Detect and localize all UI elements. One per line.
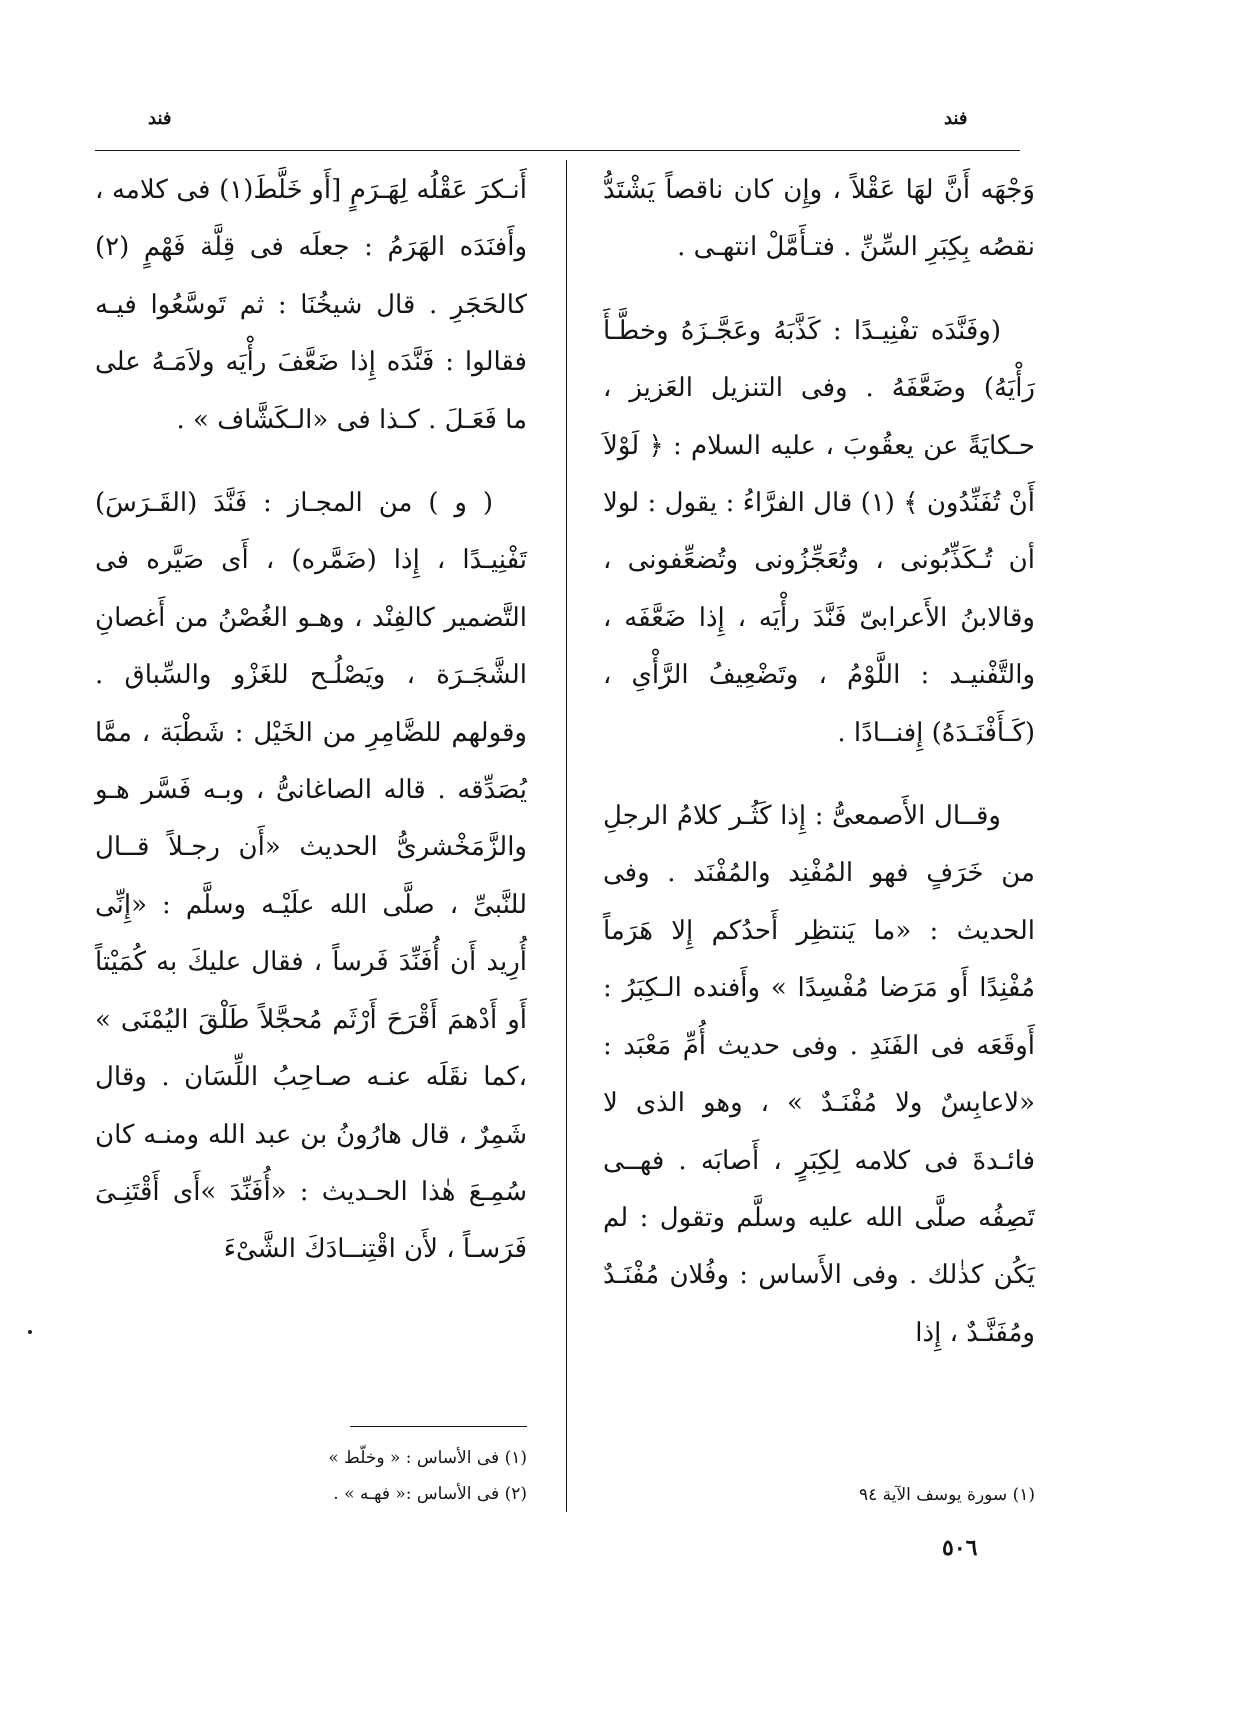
footnote-rule xyxy=(350,1426,527,1427)
page-number: ٥٠٦ xyxy=(942,1535,978,1561)
running-head-right: فند xyxy=(944,108,968,129)
scan-speck xyxy=(28,1330,32,1334)
paragraph: ( و ) من المجـاز : فَنَّدَ (القَـرَسَ) تَفْنِيـدًا ، إِذا (ضَمَّره) ، أَى صَيَّره فى التَّضمير كالفِنْد ، وهـو الغُصْنُ من أَغصانِ الشَّجَـرَة ، ويَصْلُـح للغَزْو والسِّباق . وقولهم للضَّامِرِ من الخَيْل : شَطْبَة ، ممَّا يُصَدِّقه . قاله الصاغانىُّ ، وبـه فَسَّر هـو والزَّمَخْشرىُّ الحديث «أَن رجـلاً قــال للنَّبىِّ ، صلَّى الله علَيْـه وسلَّم : «إِنِّى أُرِيد أَن أُفَنِّدَ فَرساً ، فقال عليكَ به كُمَيْتاً أَو أَدْهمَ أَقْرَحَ أَرْثَم مُحجَّلاً طَلْقَ اليُمْنَى » ،كما نقَلَه عنـه صـاحِبُ اللِّسَان . وقال شَمِرٌ ، قال هارُونُ بن عبد الله ومنـه كان سُمِـعَ هٰذا الحـديث : «أُفَنِّدَ »أَى أَقْتَنِـىَ فَرَسـاً ، لأَن اقْتِنــادَكَ الشَّىْءَ xyxy=(95,488,527,1265)
footnote: (١) سورة يوسف الآية ٩٤ xyxy=(858,1485,1035,1505)
right-column xyxy=(603,162,1035,1362)
column-divider xyxy=(566,160,567,1512)
footnotes-right xyxy=(700,1477,1035,1513)
left-column xyxy=(95,162,527,1279)
header-rule xyxy=(95,150,1020,151)
footnotes-left xyxy=(120,1440,527,1512)
paragraph: أَنـكرَ عَقْلُه لِهَـرَمٍ [أَو خَلَّطَ(١) فى كلامه ، وأَفنَدَه الهَرَمُ : جعلَه فى قِلَّة فَهْمٍ (٢) كالحَجَرِ . قال شيخُنَا : ثم تَوسَّعُوا فيـه فقالوا : فَنَّدَه إِذا ضَعَّفَ رأْيَه ولاَمَـهُ على ما فَعَـلَ . كـذا فى «الـكَشَّاف » . xyxy=(95,175,527,435)
paragraph: (وفَنَّدَه تفْنِيـدًا : كَذَّبَهُ وعَجَّـزَهُ وخطَّـأَ رَأْيَهُ) وضَعَّفَهُ . وفى التنزيل العَزيز ، حـكايَةً عن يعقُوبَ ، عليه السلام : ﴿ لَوْلاَ أَنْ تُفَنِّدُون ﴾ (١) قال الفرَّاءُ : يقول : لولا أن تُـكَذِّبُونى ، وتُعَجِّزُونى وتُضعِّفونى ، وقالابنُ الأَعرابىّ فَنَّدَ رأْيَه ، إِذا ضَعَّفَه ، والتَّفْنيـد : اللَّوْمُ ، وتَضْعِيفُ الرَّأْىِ ،(كَـأَفْنَـدَهُ) إِفنــادًا . xyxy=(603,315,1035,748)
footnote: (١) فى الأساس : « وخلّط » xyxy=(328,1448,527,1468)
paragraph: وَجْهَه أَنَّ لهَا عَقْلاً ، وإِن كان ناقصاً يَشْتَدُّ نقصُه بِكِبَرِ السِّنِّ . فتـأَمَّلْ انتهـى . xyxy=(603,175,1035,263)
running-head-left: فند xyxy=(148,108,172,129)
paragraph: وقــال الأَصمعىُّ : إِذا كَثُـر كلامُ الرجلِ من خَرَفٍ فهو المُفْنِد والمُفْنَد . وفى الحديث : «ما يَنتظِر أَحدُكم إِلا هَرَماً مُفْنِدًا أَو مَرَضا مُفْسِدًا » وأَفنده الـكِبَرُ : أَوقَعَه فى الفَنَدِ . وفى حديث أُمِّ مَعْبَد : «لاعابِسٌ ولا مُفْنَـدٌ » ، وهو الذى لا فائـدةَ فى كلامه لِكِبَرٍ ، أَصابَه . فهــى تَصِفُه صلَّى الله عليه وسلَّم وتقول : لم يَكُن كذٰلك . وفى الأَساس : وفُلان مُفْنَـدٌ ومُفَنَّـدٌ ، إِذا xyxy=(603,801,1035,1348)
footnote: (٢) فى الأساس :« فهـه » . xyxy=(333,1484,527,1504)
